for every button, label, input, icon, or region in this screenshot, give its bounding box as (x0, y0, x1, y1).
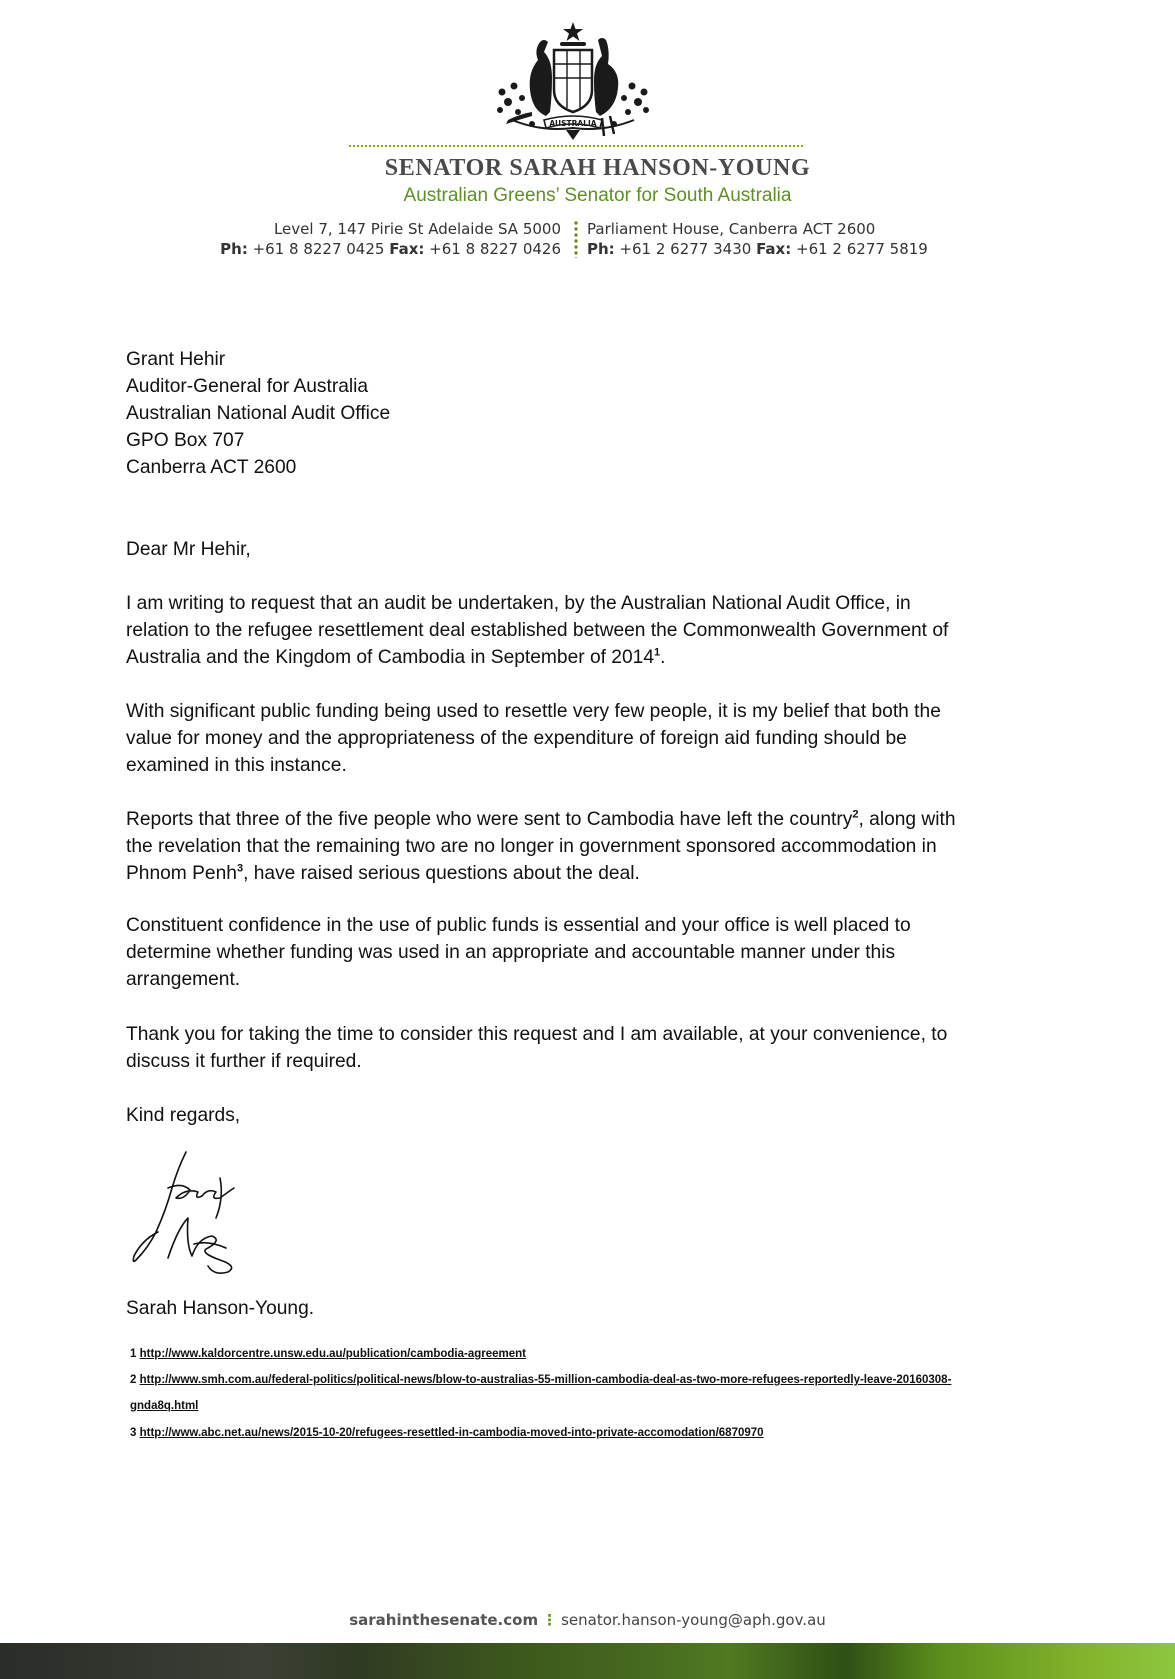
addressee-organisation: Australian National Audit Office (126, 403, 391, 424)
addressee-block (126, 346, 390, 481)
paragraph-line: Thank you for taking the time to consider this request and I am available, at your convenience, to (126, 1024, 948, 1045)
paragraph-1 (126, 590, 1026, 671)
paragraph-line: I am writing to request that an audit be undertaken, by the Australian National Audit Office, in (126, 593, 911, 614)
footnote-3 (130, 1427, 764, 1439)
green-dotted-rule (348, 144, 803, 148)
footnote-2-link-continued[interactable]: gnda8q.html (130, 1400, 199, 1412)
paragraph-line: With significant public funding being used to resettle very few people, it is my belief that both the (126, 701, 941, 722)
footnote-number: 3 (130, 1427, 137, 1439)
footnote-ref-1: 1 (653, 646, 661, 659)
paragraph-line: discuss it further if required. (126, 1051, 362, 1072)
footer-color-bar (0, 1643, 1175, 1679)
adelaide-fax: +61 8 8227 0426 (424, 240, 561, 258)
footer-separator: ⋮ (542, 1611, 558, 1629)
addressee-city: Canberra ACT 2600 (126, 457, 297, 478)
paragraph-line (126, 806, 1026, 833)
canberra-fax: +61 2 6277 5819 (791, 240, 928, 258)
paragraph-line: Constituent confidence in the use of public funds is essential and your office is well placed to (126, 915, 911, 936)
senator-name: SENATOR SARAH HANSON-YOUNG (384, 155, 811, 181)
footnote-2-continued (130, 1400, 198, 1412)
adelaide-office-address (220, 219, 561, 259)
adelaide-phone: +61 8 8227 0425 (247, 240, 390, 258)
senator-subtitle: Australian Greens’ Senator for South Australia (403, 185, 792, 206)
adelaide-contact (220, 239, 561, 259)
paragraph-line: arrangement. (126, 969, 241, 990)
paragraph-line: examined in this instance. (126, 755, 347, 776)
addressee-po-box: GPO Box 707 (126, 430, 245, 451)
footnote-ref-3: 3 (236, 862, 244, 875)
paragraph-5 (126, 1021, 1026, 1075)
signatory-name: Sarah Hanson-Young. (126, 1298, 315, 1319)
website-link[interactable]: sarahinthesenate.com (349, 1611, 539, 1629)
letter-footer (0, 1611, 1175, 1629)
adelaide-street: Level 7, 147 Pirie St Adelaide SA 5000 (273, 220, 561, 238)
paragraph-text: , have raised serious questions about the deal. (243, 863, 640, 884)
canberra-street: Parliament House, Canberra ACT 2600 (587, 220, 876, 238)
salutation: Dear Mr Hehir, (126, 539, 251, 560)
phone-label: Ph: (220, 240, 248, 258)
paragraph-3 (126, 806, 1026, 887)
paragraph-line: relation to the refugee resettlement deal established between the Commonwealth Government of (126, 620, 949, 641)
footnote-2-link[interactable]: http://www.smh.com.au/federal-politics/political-news/blow-to-australias-55-million-cambodia-deal-as-two-more-refugees-reportedly-leave-20160308- (139, 1374, 952, 1386)
paragraph-text: Australia and the Kingdom of Cambodia in September of 2014 (126, 647, 654, 668)
paragraph-line (126, 644, 1026, 671)
fax-label: Fax: (389, 240, 425, 258)
handwritten-signature (128, 1148, 268, 1278)
footnote-number: 1 (130, 1348, 137, 1360)
footnote-ref-2: 2 (852, 808, 859, 821)
canberra-phone: +61 2 6277 3430 (614, 240, 757, 258)
footnote-1-link[interactable]: http://www.kaldorcentre.unsw.edu.au/publication/cambodia-agreement (139, 1348, 526, 1360)
address-dotted-separator (574, 220, 578, 258)
addressee-title: Auditor-General for Australia (126, 376, 369, 397)
canberra-office-address (587, 219, 928, 259)
paragraph-2 (126, 698, 1026, 779)
footnote-1 (130, 1348, 526, 1360)
phone-label: Ph: (587, 240, 615, 258)
paragraph-line: determine whether funding was used in an appropriate and accountable manner under this (126, 942, 896, 963)
canberra-contact (587, 239, 928, 259)
paragraph-text: . (660, 647, 666, 668)
footnote-3-link[interactable]: http://www.abc.net.au/news/2015-10-20/refugees-resettled-in-cambodia-moved-into-private-accomodation/6870970 (139, 1427, 764, 1439)
addressee-name: Grant Hehir (126, 349, 226, 370)
paragraph-text: Phnom Penh (126, 863, 237, 884)
email-link[interactable]: senator.hanson-young@aph.gov.au (561, 1611, 826, 1629)
closing: Kind regards, (126, 1105, 241, 1126)
paragraph-text: Reports that three of the five people who were sent to Cambodia have left the country (126, 809, 853, 830)
crest-scroll-text: AUSTRALIA (549, 119, 597, 128)
paragraph-text: , along with (858, 809, 956, 830)
paragraph-line (126, 860, 1026, 887)
paragraph-line: the revelation that the remaining two are no longer in government sponsored accommodation in (126, 836, 937, 857)
fax-label: Fax: (756, 240, 792, 258)
paragraph-4 (126, 912, 1026, 993)
footnote-2 (130, 1374, 951, 1386)
footnote-number: 2 (130, 1374, 137, 1386)
coat-of-arms-crest (492, 20, 654, 144)
paragraph-line: value for money and the appropriateness of the expenditure of foreign aid funding should be (126, 728, 907, 749)
